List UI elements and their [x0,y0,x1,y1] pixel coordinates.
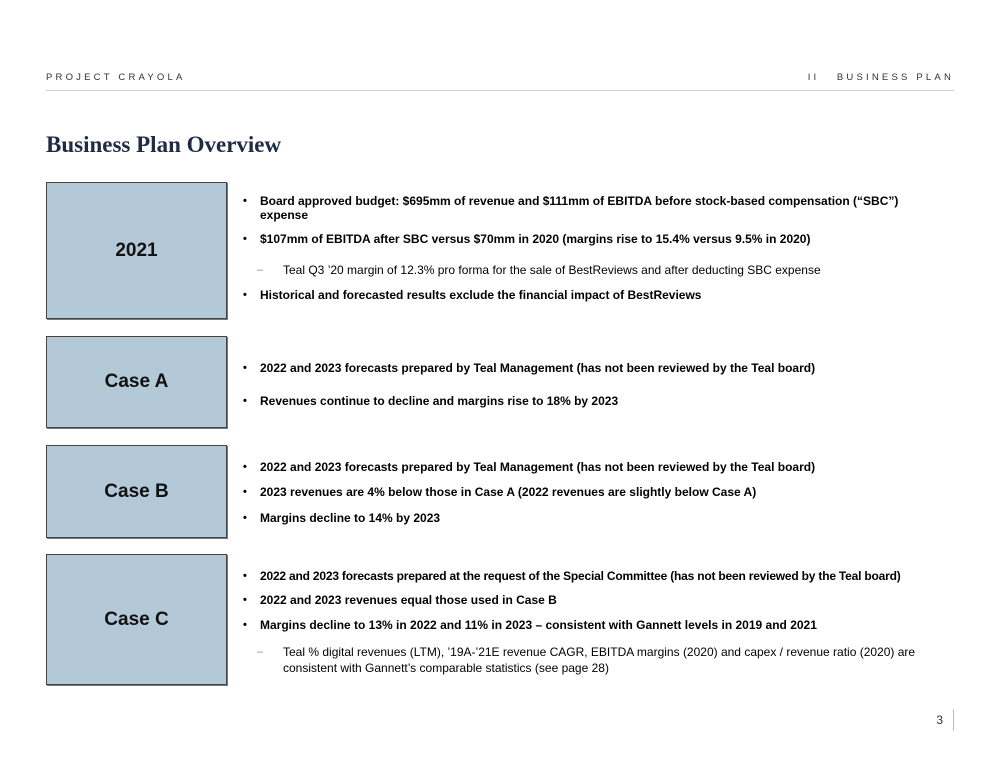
dash-icon: – [257,646,264,658]
bullet-icon: • [243,362,247,374]
section-label-case-b: Case B [46,445,227,538]
bullet-icon: • [243,395,247,407]
page-title: Business Plan Overview [46,132,282,157]
bullet-icon: • [243,233,247,245]
header-divider [46,90,954,91]
bullet-icon: • [243,195,247,207]
bullet-icon: • [243,289,247,301]
bullet-icon: • [243,594,247,606]
bullet-icon: • [243,619,247,631]
bullet-icon: • [243,461,247,473]
section-name: II BUSINESS PLAN [807,72,954,83]
section-label-2021: 2021 [46,182,227,319]
section-label-case-a: Case A [46,336,227,428]
bullet-icon: • [243,486,247,498]
page-number-divider [953,709,954,731]
project-name: PROJECT CRAYOLA [46,72,186,83]
page-number: 3 [936,713,943,727]
bullet-icon: • [243,512,247,524]
section-label-case-c: Case C [46,554,227,685]
slide: PROJECT CRAYOLA II BUSINESS PLAN Business Plan Overview 2021 Case A Case B Case C • Board approved budget: $695mm of revenue and $111mm of EBITDA before stock-based compensation (“SBC”) expense • $107mm of EBITDA after SBC versus $70mm in 2020 (margins rise to 15.4% versus 9.5% in 2020) – Teal Q3 ’20 margin of 12.3% pro forma for the sale of BestReviews and after deducting SBC expense • Historical and forecasted results exclude the financial impact of BestReviews • 2022 and 2023 forecasts prepared by Teal Management (has not been reviewed by the Teal board) • Revenues continue to decline and margins rise to 18% by 2023 • 2022 and 2023 forecasts prepared by Teal Management (has not been reviewed by the Teal board) • 2023 revenues are 4% below those in Case A (2022 revenues are slightly below Case A) • Margins decline to 14% by 2023 • 2022 and 2023 forecasts prepared at the request of the Special Committee (has not been reviewed by the Teal board) • 2022 and 2023 revenues equal those used in Case B • Margins decline to 13% in 2022 and 11% in 2023 – consistent with Gannett levels in 2019 and 2021 – Teal % digital revenues (LTM), ’19A-’21E revenue CAGR, EBITDA margins (2020) and capex / revenue ratio (2020) are consistent with Gannett’s comparable statistics (see page 28) 3 [0,0,1000,771]
dash-icon: – [257,264,264,276]
bullet-icon: • [243,570,247,582]
